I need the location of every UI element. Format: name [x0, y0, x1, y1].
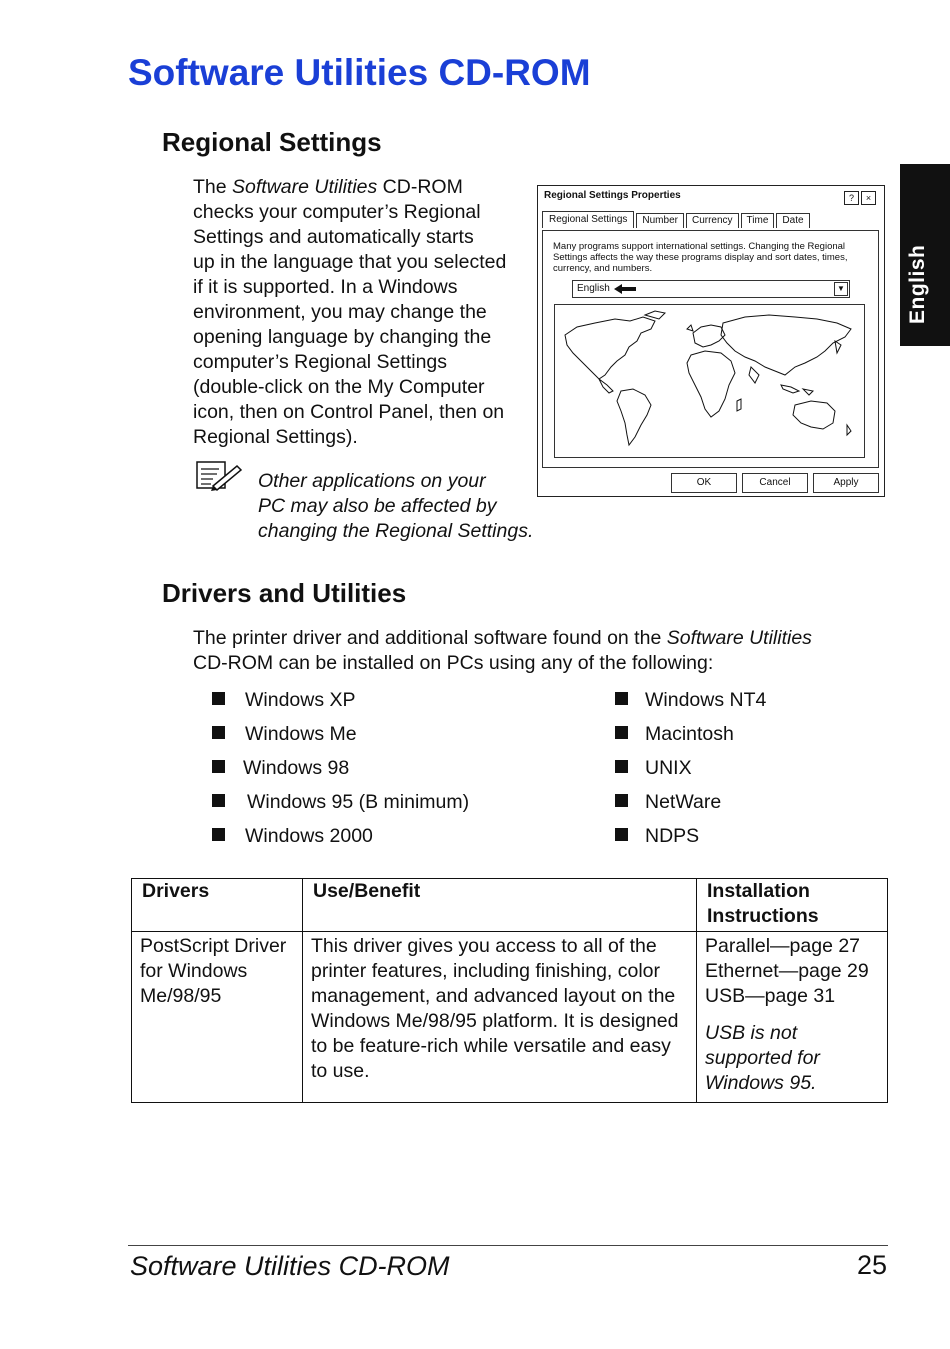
paragraph-line: icon, then on Control Panel, then on	[193, 401, 505, 423]
note-line: Other applications on your	[258, 470, 486, 492]
os-list-item: Macintosh	[615, 723, 734, 746]
chevron-down-icon[interactable]: ▼	[834, 282, 848, 296]
note-line: PC may also be affected by	[258, 495, 497, 517]
tab-number[interactable]: Number	[636, 213, 684, 228]
footer-title: Software Utilities CD-ROM	[130, 1251, 450, 1281]
note-line: changing the Regional Settings.	[258, 520, 534, 542]
cell-driver: PostScript Driver for Windows Me/98/95	[132, 932, 303, 1103]
paragraph-line: (double-click on the My Computer	[193, 376, 485, 398]
paragraph-line: Regional Settings).	[193, 426, 358, 448]
paragraph-line: environment, you may change the	[193, 301, 487, 323]
table-header-row	[132, 879, 888, 932]
regional-settings-dialog	[537, 185, 885, 497]
note-pencil-icon	[195, 460, 243, 492]
dialog-panel	[542, 230, 879, 468]
paragraph-line: The Software Utilities CD-ROM	[193, 176, 463, 198]
help-button[interactable]: ?	[844, 191, 859, 205]
dialog-title: Regional Settings Properties	[544, 190, 681, 201]
intro-line: CD-ROM can be installed on PCs using any of the following:	[193, 652, 714, 674]
paragraph-line: computer’s Regional Settings	[193, 351, 448, 373]
paragraph-line: checks your computer’s Regional	[193, 201, 481, 223]
os-list-item: NDPS	[615, 825, 699, 848]
os-list-item: Windows 2000	[212, 825, 373, 848]
os-list-item: Windows XP	[212, 689, 356, 712]
language-side-tab	[900, 164, 950, 346]
footer-divider	[128, 1245, 888, 1246]
bullet-square-icon	[212, 760, 225, 773]
tab-regional-settings[interactable]: Regional Settings	[542, 211, 634, 228]
bullet-square-icon	[615, 828, 628, 841]
regional-settings-paragraph	[193, 175, 528, 450]
close-button[interactable]: ×	[861, 191, 876, 205]
table-row	[132, 932, 888, 1103]
locale-value: English	[577, 283, 610, 294]
cell-benefit: This driver gives you access to all of the printer features, including finishing, color management, and advanced layout on the Windows Me/98/95 platform. It is designed to be feature-rich while versatile and easy to use.	[303, 932, 697, 1103]
drivers-intro	[193, 626, 893, 676]
page-title: Software Utilities CD-ROM	[128, 52, 591, 93]
bullet-square-icon	[615, 726, 628, 739]
tab-time[interactable]: Time	[741, 213, 775, 228]
drivers-table	[131, 878, 888, 1103]
paragraph-line: opening language by changing the	[193, 326, 492, 348]
os-list-item: Windows Me	[212, 723, 357, 746]
cancel-button[interactable]: Cancel	[742, 473, 808, 493]
locale-select[interactable]	[572, 280, 850, 298]
os-list-item: Windows 95 (B minimum)	[212, 791, 469, 814]
paragraph-line: Settings and automatically starts	[193, 226, 474, 248]
os-list-item: NetWare	[615, 791, 721, 814]
bullet-square-icon	[615, 794, 628, 807]
paragraph-line: up in the language that you selected	[193, 251, 507, 273]
ok-button[interactable]: OK	[671, 473, 737, 493]
os-list-item: Windows NT4	[615, 689, 766, 712]
apply-button[interactable]: Apply	[813, 473, 879, 493]
world-map-image	[555, 305, 864, 457]
tab-currency[interactable]: Currency	[686, 213, 739, 228]
header-drivers: Drivers	[132, 879, 303, 932]
dialog-description: Many programs support international settings. Changing the Regional Settings affects the way these programs display and sort dates, times, currency, and numbers.	[553, 241, 848, 274]
arrow-left-icon	[613, 283, 637, 295]
regional-settings-heading: Regional Settings	[162, 127, 382, 157]
world-map[interactable]	[554, 304, 865, 458]
bullet-square-icon	[212, 794, 225, 807]
drivers-heading: Drivers and Utilities	[162, 578, 407, 608]
bullet-square-icon	[615, 692, 628, 705]
tab-date[interactable]: Date	[776, 213, 809, 228]
header-installation: Installation Instructions	[697, 879, 888, 932]
os-list-item: UNIX	[615, 757, 692, 780]
page-number: 25	[857, 1250, 888, 1280]
dialog-tabs	[542, 213, 812, 228]
os-list-item: Windows 98	[212, 757, 349, 780]
header-use-benefit: Use/Benefit	[303, 879, 697, 932]
bullet-square-icon	[615, 760, 628, 773]
paragraph-line: if it is supported. In a Windows	[193, 276, 458, 298]
bullet-square-icon	[212, 828, 225, 841]
cell-installation: Parallel—page 27 Ethernet—page 29 USB—page 31 USB is not supported for Windows 95.	[697, 932, 888, 1103]
intro-line: The printer driver and additional software found on the Software Utilities	[193, 627, 812, 649]
bullet-square-icon	[212, 692, 225, 705]
side-tab-label: English	[906, 244, 929, 324]
bullet-square-icon	[212, 726, 225, 739]
install-note: USB is not supported for Windows 95.	[705, 1022, 820, 1094]
note-text	[258, 469, 558, 544]
